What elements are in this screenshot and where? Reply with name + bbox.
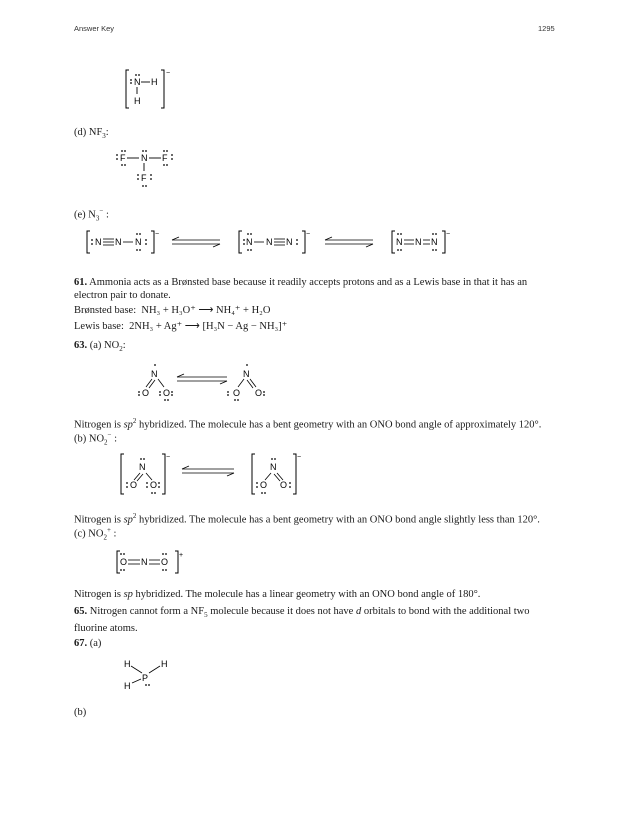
nh2-atom-h2: H bbox=[134, 96, 141, 106]
svg-text:N: N bbox=[396, 237, 403, 247]
no2-resonance-structures bbox=[134, 360, 274, 402]
svg-text:N: N bbox=[243, 369, 250, 379]
svg-text:O: O bbox=[120, 557, 128, 567]
svg-text:N: N bbox=[415, 237, 422, 247]
nf3-atom-n: N bbox=[141, 153, 148, 163]
item-e-label: (e) $N_3^-$ : bbox=[74, 207, 109, 223]
nh2-atom-h1: H bbox=[151, 77, 158, 87]
q63-b-label: (b) $NO_2^-$ : bbox=[74, 431, 118, 447]
svg-text:O: O bbox=[161, 557, 169, 567]
svg-text:O: O bbox=[163, 388, 171, 398]
q63-a-text: Nitrogen is $sp^2$ hybridized. The molecule has a bent geometry with an ONO bond angle of approximately 120°. bbox=[74, 417, 542, 431]
no2-minus-resonance-structures bbox=[116, 450, 316, 498]
q65-text: 65. Nitrogen cannot form a $NF_5$ molecule because it does not have d orbitals to bond with the additional two fluorine atoms. bbox=[74, 606, 530, 635]
nh2-atom-n: N bbox=[134, 77, 141, 87]
svg-text:N: N bbox=[115, 237, 122, 247]
nh2-minus-structure bbox=[120, 64, 180, 114]
page-number: 1295 bbox=[538, 24, 555, 33]
svg-text:H: H bbox=[161, 659, 168, 669]
svg-text:O: O bbox=[142, 388, 150, 398]
svg-text:−: − bbox=[155, 231, 160, 238]
svg-text:−: − bbox=[166, 454, 171, 461]
svg-text:O: O bbox=[280, 480, 288, 490]
q61-text: 61. Ammonia acts as a Brønsted base because it readily accepts protons and as a Lewis base in that it has an electron pair to donate. bbox=[74, 277, 528, 301]
svg-text:H: H bbox=[124, 681, 131, 691]
svg-text:N: N bbox=[286, 237, 293, 247]
svg-text:N: N bbox=[139, 462, 146, 472]
svg-text:O: O bbox=[255, 388, 263, 398]
item-d-label: (d) $NF_3$: bbox=[74, 127, 109, 141]
nf3-structure bbox=[114, 146, 184, 190]
svg-text:−: − bbox=[446, 231, 451, 238]
q63-c-text: Nitrogen is sp hybridized. The molecule has a linear geometry with an ONO bond angle of 180°. bbox=[74, 589, 481, 600]
svg-text:N: N bbox=[151, 369, 158, 379]
ph3-structure bbox=[120, 654, 180, 694]
svg-text:N: N bbox=[95, 237, 102, 247]
svg-text:N: N bbox=[266, 237, 273, 247]
svg-text:+: + bbox=[179, 552, 184, 559]
nf3-atom-f-right: F bbox=[162, 153, 168, 163]
svg-text:O: O bbox=[233, 388, 241, 398]
nf3-atom-f-bottom: F bbox=[141, 173, 147, 183]
nh2-charge: − bbox=[166, 70, 171, 77]
svg-text:−: − bbox=[297, 454, 302, 461]
svg-text:N: N bbox=[246, 237, 253, 247]
nf3-atom-f-left: F bbox=[120, 153, 126, 163]
lewis-line: Lewis base: 2NH₃ + Ag⁺ ⟶ [H₃N − Ag − NH₃]⁺ bbox=[74, 321, 288, 332]
svg-text:H: H bbox=[124, 659, 131, 669]
svg-text:O: O bbox=[150, 480, 158, 490]
q63-c-label: (c) $NO_2^+$ : bbox=[74, 526, 117, 542]
svg-text:−: − bbox=[306, 231, 311, 238]
svg-text:P: P bbox=[142, 673, 149, 683]
q63-b-text: Nitrogen is $sp^2$ hybridized. The molecule has a bent geometry with an ONO bond angle slightly less than 120°. bbox=[74, 512, 540, 526]
no2-plus-structure bbox=[112, 548, 192, 578]
running-header: Answer Key bbox=[74, 24, 115, 33]
q67-b-label: (b) bbox=[74, 707, 87, 718]
svg-text:O: O bbox=[260, 480, 268, 490]
bronsted-line: Brønsted base: NH₃ + H₃O⁺ ⟶ NH₄⁺ + H₂O bbox=[74, 305, 271, 316]
svg-text:N: N bbox=[141, 557, 148, 567]
n3-resonance-structures bbox=[82, 228, 462, 258]
svg-text:N: N bbox=[270, 462, 277, 472]
svg-text:N: N bbox=[135, 237, 142, 247]
q67-a-label: 67. (a) bbox=[74, 638, 102, 649]
q63-a-label: 63. (a) $NO_2$: bbox=[74, 340, 126, 354]
svg-text:N: N bbox=[431, 237, 438, 247]
svg-text:O: O bbox=[130, 480, 138, 490]
